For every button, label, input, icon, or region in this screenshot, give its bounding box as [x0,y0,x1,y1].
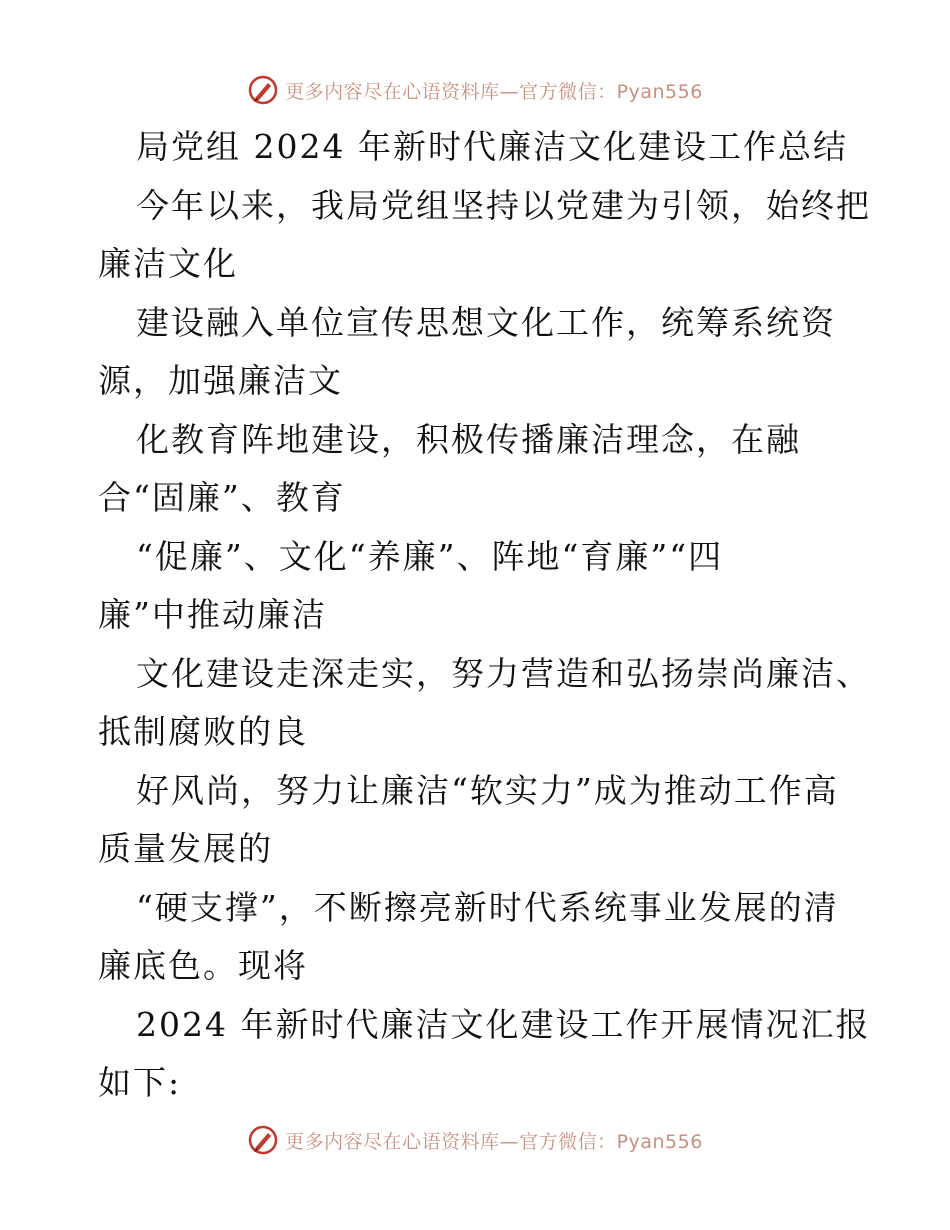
document-body [98,118,871,1113]
paragraph-line: 质量发展的 [98,829,273,868]
watermark-text-top: 更多内容尽在心语资料库—官方微信：Pyan556 [285,80,703,103]
paragraph-line: 合“固廉”、教育 [98,478,346,517]
pen-circle-logo-icon [247,1124,279,1156]
paragraph-line: 抵制腐败的良 [98,712,308,751]
paragraph-line: 今年以来，我局党组坚持以党建为引领，始终把 [136,185,871,225]
paragraph-line: 好风尚，努力让廉洁“软实力”成为推动工作高 [136,770,839,810]
paragraph-line: 源，加强廉洁文 [98,361,343,400]
paragraph-line: 化教育阵地建设，积极传播廉洁理念，在融 [136,419,801,459]
paragraph-line: 2024 年新时代廉洁文化建设工作开展情况汇报 [136,1004,871,1044]
watermark-banner-bottom [0,1120,950,1160]
paragraph-line: 廉底色。现将 [98,946,308,985]
paragraph-line: 文化建设走深走实，努力营造和弘扬崇尚廉洁、 [136,653,871,693]
paragraph-line: 如下: [98,1063,182,1102]
paragraph-line: 建设融入单位宣传思想文化工作，统筹系统资 [136,302,836,342]
document-title: 局党组 2024 年新时代廉洁文化建设工作总结 [136,127,848,166]
watermark-text-bottom: 更多内容尽在心语资料库—官方微信：Pyan556 [285,1130,703,1153]
paragraph-line: “硬支撑”，不断擦亮新时代系统事业发展的清 [136,887,839,927]
watermark-banner-top [0,70,950,110]
paragraph-line: 廉洁文化 [98,244,238,283]
paragraph-line: “促廉”、文化“养廉”、阵地“育廉”“四 [136,536,724,576]
pen-circle-logo-icon [247,74,279,106]
paragraph-line: 廉”中推动廉洁 [98,595,327,634]
